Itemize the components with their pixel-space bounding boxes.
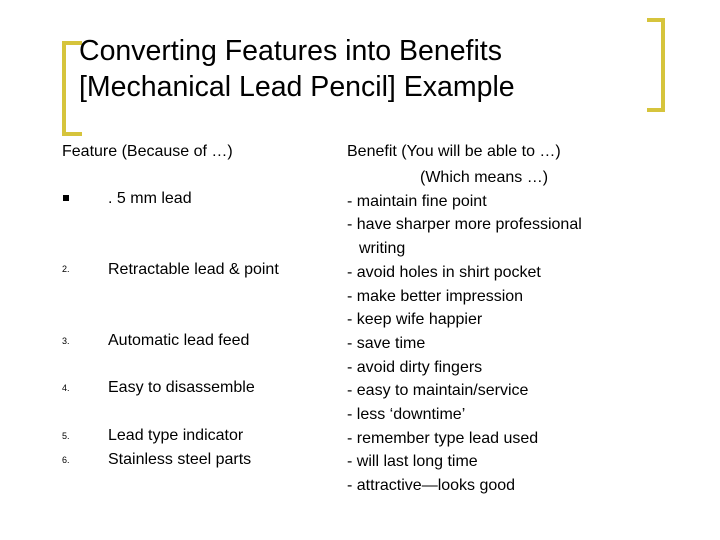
benefit-list xyxy=(347,166,582,498)
feature-number: 2. xyxy=(62,264,70,274)
benefit-line: - avoid dirty fingers xyxy=(347,358,483,376)
feature-item: Retractable lead & point xyxy=(108,261,279,278)
benefit-line: - less ‘downtime’ xyxy=(347,406,466,424)
benefit-line: - attractive—looks good xyxy=(347,477,516,495)
feature-item: . 5 mm lead xyxy=(108,190,192,207)
feature-number: 4. xyxy=(62,383,70,393)
benefit-header-label: Benefit xyxy=(347,143,397,160)
feature-item: Lead type indicator xyxy=(108,427,244,444)
feature-item: Easy to disassemble xyxy=(108,379,255,396)
feature-column-header xyxy=(62,142,233,162)
benefit-line: - make better impression xyxy=(347,287,524,305)
benefit-line: - keep wife happier xyxy=(347,311,483,329)
benefit-line: - maintain fine point xyxy=(347,192,487,210)
title-line-2: [Mechanical Lead Pencil] Example xyxy=(79,71,515,103)
feature-item: Stainless steel parts xyxy=(108,451,252,468)
benefit-line: - remember type lead used xyxy=(347,429,539,447)
bullet-square-icon xyxy=(63,195,69,201)
benefit-line: - avoid holes in shirt pocket xyxy=(347,263,541,281)
feature-number: 3. xyxy=(62,336,70,346)
feature-number: 6. xyxy=(62,455,70,465)
benefit-column-header xyxy=(347,142,561,162)
title-bracket-right xyxy=(647,18,665,112)
benefit-line: - have sharper more professional xyxy=(347,216,582,234)
benefit-line: - save time xyxy=(347,334,426,352)
benefit-header-note: (You will be able to …) xyxy=(396,143,561,160)
title-line-1: Converting Features into Benefits xyxy=(79,35,502,67)
feature-header-label: Feature xyxy=(62,143,118,160)
slide-title xyxy=(79,33,515,105)
benefit-line: - will last long time xyxy=(347,453,478,471)
benefit-subheader: (Which means …) xyxy=(420,169,549,186)
feature-header-note: (Because of …) xyxy=(117,143,233,160)
feature-item: Automatic lead feed xyxy=(108,332,250,349)
benefit-line: - easy to maintain/service xyxy=(347,382,529,400)
feature-number: 5. xyxy=(62,431,70,441)
benefit-line: writing xyxy=(359,240,406,258)
